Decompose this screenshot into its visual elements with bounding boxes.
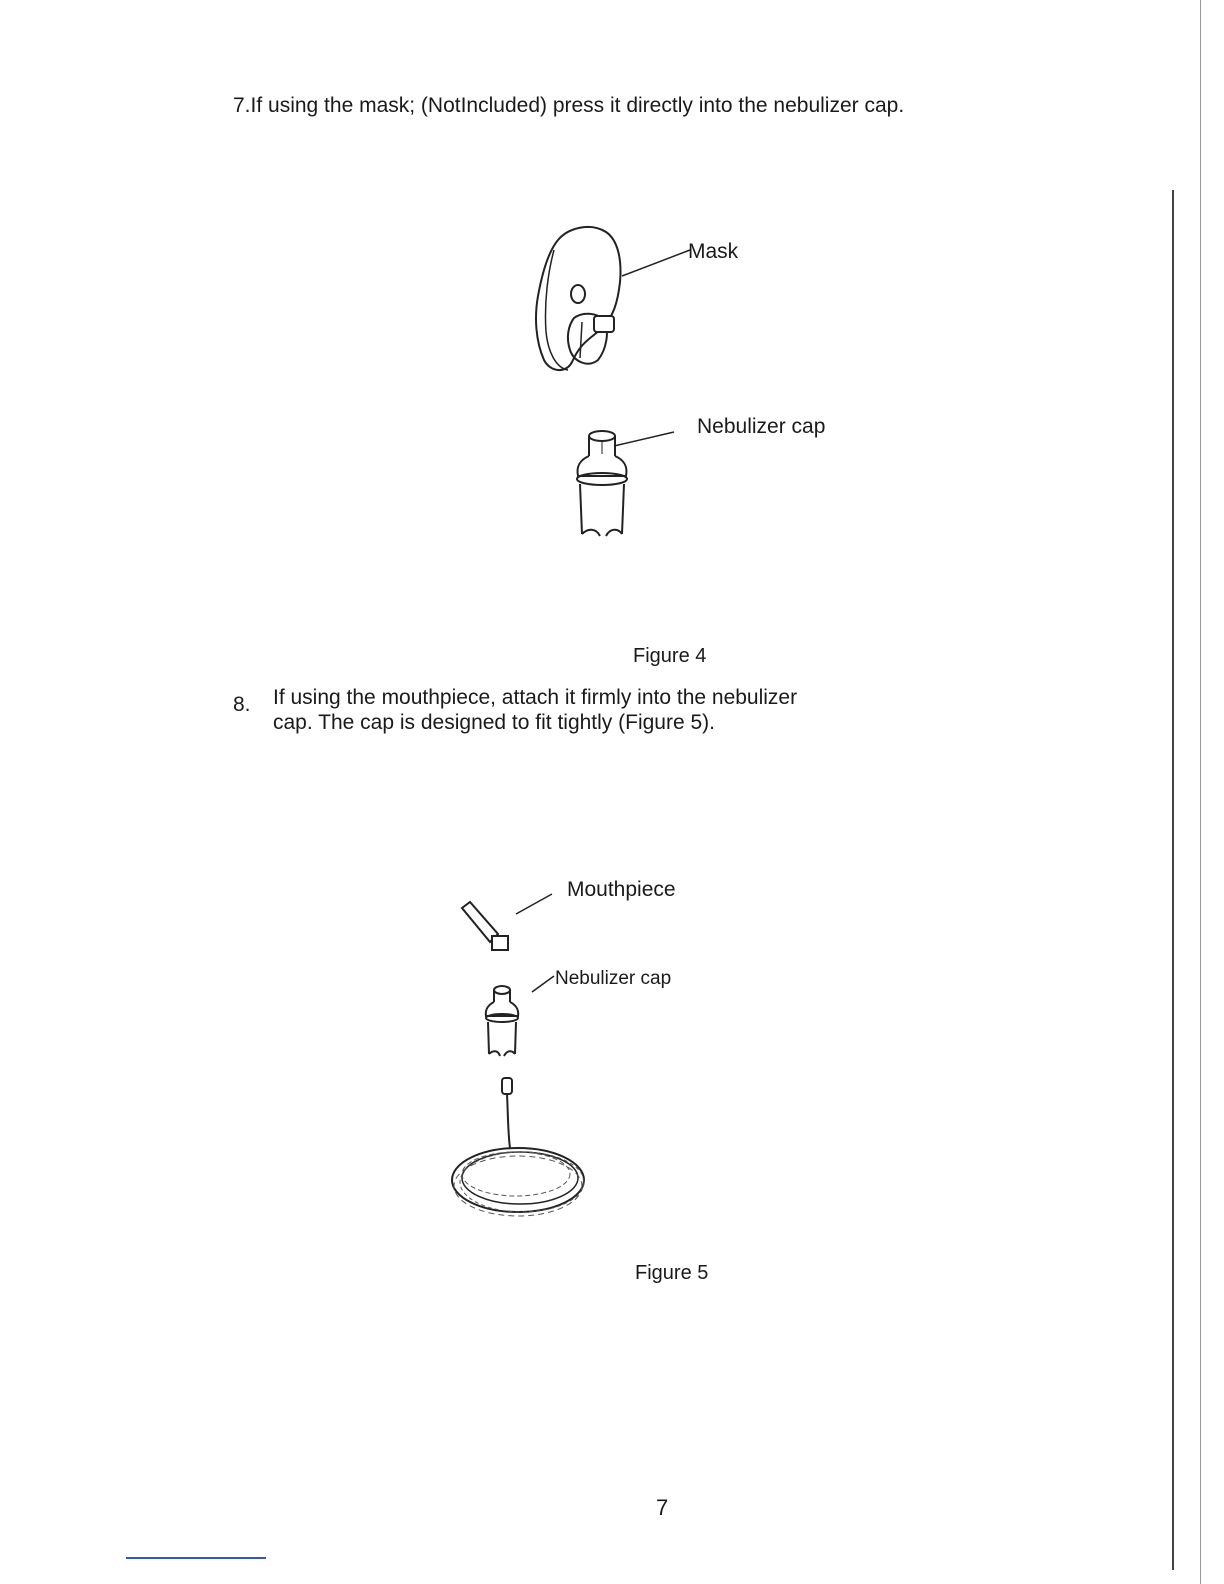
nebulizer-cap-label: Nebulizer cap <box>697 415 826 438</box>
step-8-line-1: If using the mouthpiece, attach it firmly into the nebulizer <box>273 686 798 709</box>
bottom-blue-line <box>126 1557 266 1559</box>
figure-5-caption: Figure 5 <box>635 1262 709 1284</box>
mouthpiece-illustration <box>458 898 518 958</box>
step-8-number: 8. <box>233 693 251 716</box>
mouthpiece-label: Mouthpiece <box>567 878 676 901</box>
step-8-line-2: cap. The cap is designed to fit tightly (Figure 5). <box>273 711 716 734</box>
cap-leader-line <box>612 430 676 450</box>
tubing-illustration <box>448 1074 598 1224</box>
page-number: 7 <box>656 1495 669 1520</box>
scan-edge-line-outer <box>1200 0 1201 1584</box>
scan-edge-line <box>1172 190 1174 1570</box>
cap-small-leader-line <box>530 974 556 994</box>
mouthpiece-leader-line <box>514 892 554 918</box>
mask-label: Mask <box>688 240 739 263</box>
nebulizer-cap-small-illustration <box>482 982 524 1062</box>
step-7-text: 7.If using the mask; (NotIncluded) press it directly into the nebulizer cap. <box>233 94 905 117</box>
mask-leader-line <box>620 244 692 280</box>
figure-4-caption: Figure 4 <box>633 645 707 667</box>
nebulizer-cap-small-label: Nebulizer cap <box>555 968 672 989</box>
